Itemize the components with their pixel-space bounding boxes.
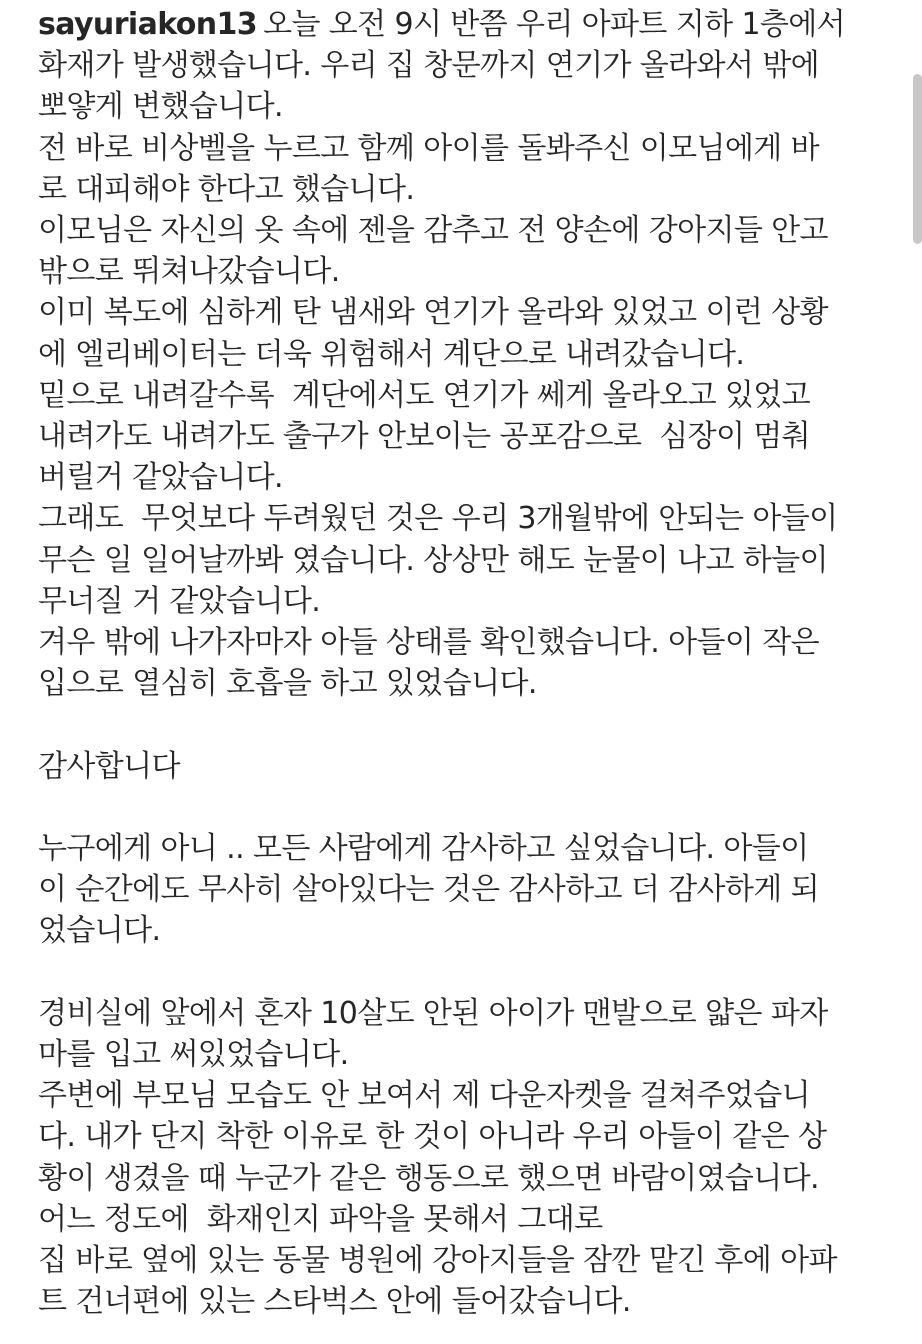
caption-line: 감사합니다 [38, 748, 180, 784]
caption-text: 오늘 오전 9시 반쯤 우리 아파트 지하 1층에서 [263, 7, 846, 42]
caption-line: 화재가 발생했습니다. 우리 집 창문까지 연기가 올라와서 밖에 [38, 48, 819, 84]
scrollbar-thumb[interactable] [913, 74, 922, 244]
caption-line: 무슨 일 일어날까봐 였습니다. 상상만 해도 눈물이 나고 하늘이 [38, 542, 828, 578]
username-link[interactable]: sayuriakon13 [38, 7, 258, 42]
caption-line: 다. 내가 단지 착한 이유로 한 것이 아니라 우리 아들이 같은 상 [38, 1119, 827, 1155]
caption-line: 었습니다. [38, 913, 161, 949]
blank-line [38, 952, 878, 993]
caption-line: 누구에게 아니 .. 모든 사람에게 감사하고 싶었습니다. 아들이 [38, 831, 809, 867]
caption-line: 에 엘리베이터는 더욱 위험해서 계단으로 내려갔습니다. [38, 336, 745, 372]
caption-line: 그래도 무엇보다 두려웠던 것은 우리 3개월밖에 안되는 아들이 [38, 501, 838, 537]
caption-line: 집 바로 옆에 있는 동물 병원에 강아지들을 잠깐 맡긴 후에 아파 [38, 1243, 837, 1279]
caption-line: 이모님은 자신의 옷 속에 젠을 감추고 전 양손에 강아지들 안고 [38, 213, 828, 249]
caption-line: 황이 생겼을 때 누군가 같은 행동으로 했으면 바람이였습니다. [38, 1160, 819, 1196]
caption-line: 이 순간에도 무사히 살아있다는 것은 감사하고 더 감사하게 되 [38, 872, 819, 908]
caption-line: 뽀얗게 변했습니다. [38, 89, 283, 125]
caption-line: 입으로 열심히 호흡을 하고 있었습니다. [38, 666, 537, 702]
caption-line: 내려가도 내려가도 출구가 안보이는 공포감으로 심장이 멈춰 [38, 419, 811, 455]
caption-line: 이미 복도에 심하게 탄 냄새와 연기가 올라와 있었고 이런 상황 [38, 295, 828, 331]
caption-line: 밖으로 뛰쳐나갔습니다. [38, 254, 340, 290]
caption-line: 겨우 밖에 나가자마자 아들 상태를 확인했습니다. 아들이 작은 [38, 625, 819, 661]
caption-line: 무너질 거 같았습니다. [38, 583, 321, 619]
caption-line: 마를 입고 써있었습니다. [38, 1037, 349, 1073]
caption-line: 밑으로 내려갈수록 계단에서도 연기가 쎄게 올라오고 있었고 [38, 377, 811, 413]
caption-line: 주변에 부모님 모습도 안 보여서 제 다운자켓을 걸쳐주었습니 [38, 1078, 811, 1114]
blank-line [38, 787, 878, 828]
caption-line: 어느 정도에 화재인지 파악을 못해서 그대로 [38, 1201, 603, 1237]
caption-line [38, 4, 878, 45]
caption-line: 버릴거 같았습니다. [38, 460, 283, 496]
caption-line: 전 바로 비상벨을 누르고 함께 아이를 돌봐주신 이모님에게 바 [38, 130, 819, 166]
post-caption [38, 4, 878, 1322]
blank-line [38, 704, 878, 745]
caption-line: 트 건너편에 있는 스타벅스 안에 들어갔습니다. [38, 1284, 631, 1320]
caption-line: 경비실에 앞에서 혼자 10살도 안된 아이가 맨발으로 얇은 파자 [38, 995, 828, 1031]
caption-line: 로 대피해야 한다고 했습니다. [38, 171, 415, 207]
